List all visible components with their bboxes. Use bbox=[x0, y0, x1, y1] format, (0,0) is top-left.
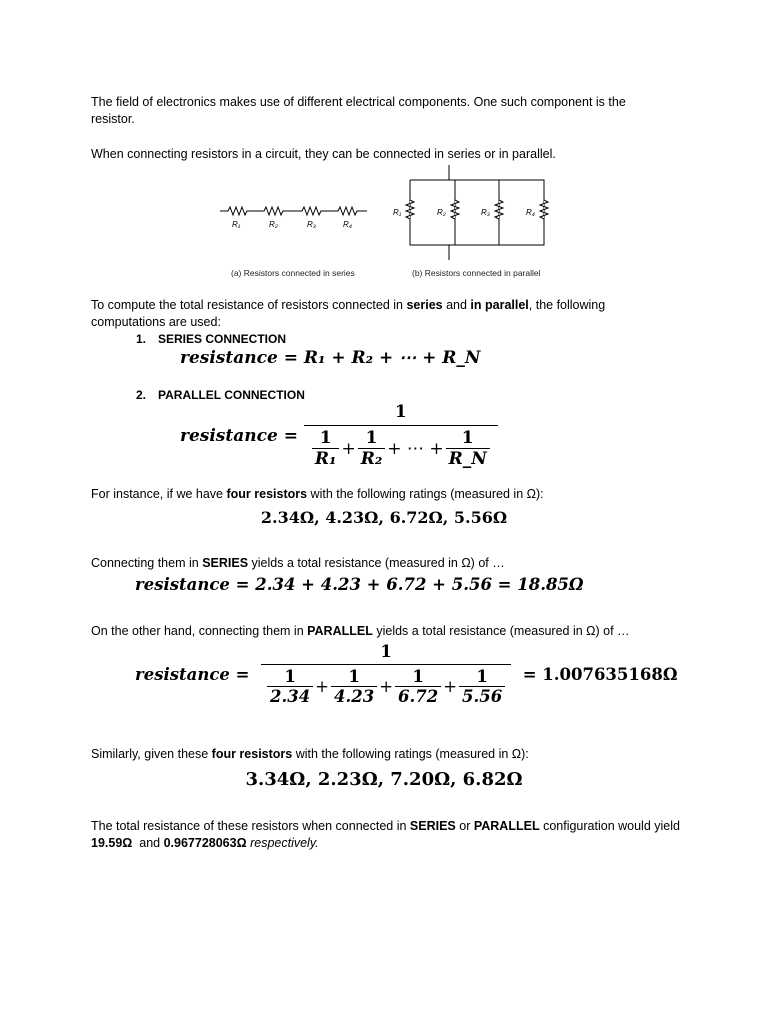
caption-series: (a) Resistors connected in series bbox=[231, 268, 355, 278]
conclusion-paragraph bbox=[91, 818, 691, 852]
series-formula: resistance = R₁ + R₂ + ⋯ + R_N bbox=[180, 348, 481, 368]
example1-values: 2.34Ω, 4.23Ω, 6.72Ω, 5.56Ω bbox=[260, 508, 508, 527]
series-label-r3: R₃ bbox=[307, 220, 316, 229]
parallel-resistor-r3 bbox=[495, 200, 503, 219]
compute-line-2: computations are used: bbox=[91, 315, 221, 329]
parallel-label-r4: R₄ bbox=[526, 208, 535, 217]
parallel-formula-fraction: 1 $\frac{1}{\text{R₁}}$ + $\frac{1}{\text{R₂}}$ + ⋯ + $\frac{1}{R\_N}$ bbox=[304, 402, 498, 469]
intro-line-1: The field of electronics makes use of different electrical components. One such component is the bbox=[91, 95, 626, 109]
series-label-r1: R₁ bbox=[232, 220, 241, 229]
series-example-paragraph: Connecting them in SERIES yields a total resistance (measured in Ω) of … bbox=[91, 556, 505, 570]
list-item-series: 1. SERIES CONNECTION bbox=[136, 332, 287, 346]
compute-line-1: To compute the total resistance of resistors connected in series and in parallel, the following bbox=[91, 298, 606, 312]
caption-parallel: (b) Resistors connected in parallel bbox=[412, 268, 541, 278]
parallel-example-result: = 1.007635168Ω bbox=[522, 664, 678, 684]
series-resistor-chain bbox=[220, 207, 367, 215]
series-label-r4: R₄ bbox=[343, 220, 352, 229]
parallel-label-r3: R₃ bbox=[481, 208, 490, 217]
resistor-diagram bbox=[210, 160, 570, 285]
parallel-label-r2: R₂ bbox=[437, 208, 446, 217]
compute-paragraph bbox=[91, 297, 691, 331]
parallel-resistor-r2 bbox=[451, 200, 459, 219]
example2-paragraph: Similarly, given these four resistors with the following ratings (measured in Ω): bbox=[91, 747, 529, 761]
parallel-example-formula: resistance = 1 $\frac{1}{2.34}$ + $\frac{1}{4.23}$ + $\frac{1}{6.72}$ + $\frac{1}{5.56}$ = 1.007635168Ω bbox=[135, 642, 678, 706]
parallel-resistor-r1 bbox=[406, 200, 414, 219]
example1-paragraph: For instance, if we have four resistors with the following ratings (measured in Ω): bbox=[91, 487, 544, 501]
parallel-label-r1: R₁ bbox=[393, 208, 402, 217]
series-example-formula: resistance = 2.34 + 4.23 + 6.72 + 5.56 = 18.85Ω bbox=[135, 575, 584, 594]
intro-paragraph bbox=[91, 94, 691, 128]
parallel-formula: resistance = 1 $\frac{1}{\text{R₁}}$ + $\frac{1}{\text{R₂}}$ + ⋯ + $\frac{1}{R\_N}$ bbox=[180, 402, 498, 469]
list-item-parallel: 2. PARALLEL CONNECTION bbox=[136, 388, 305, 402]
example2-values: 3.34Ω, 2.23Ω, 7.20Ω, 6.82Ω bbox=[245, 769, 523, 790]
parallel-example-fraction: 1 $\frac{1}{2.34}$ + $\frac{1}{4.23}$ + $\frac{1}{6.72}$ + $\frac{1}{5.56}$ bbox=[261, 642, 511, 706]
parallel-example-paragraph: On the other hand, connecting them in PARALLEL yields a total resistance (measured in Ω) of … bbox=[91, 624, 630, 638]
parallel-resistor-r4 bbox=[540, 200, 548, 219]
conclusion-line-1: The total resistance of these resistors when connected in SERIES or PARALLEL configuration would yield bbox=[91, 819, 680, 833]
series-label-r2: R₂ bbox=[269, 220, 278, 229]
series-circuit bbox=[220, 207, 367, 215]
intro-line-2: resistor. bbox=[91, 112, 135, 126]
conclusion-line-2: 19.59Ω and 0.967728063Ω respectively. bbox=[91, 836, 319, 850]
connect-paragraph: When connecting resistors in a circuit, they can be connected in series or in parallel. bbox=[91, 147, 556, 161]
